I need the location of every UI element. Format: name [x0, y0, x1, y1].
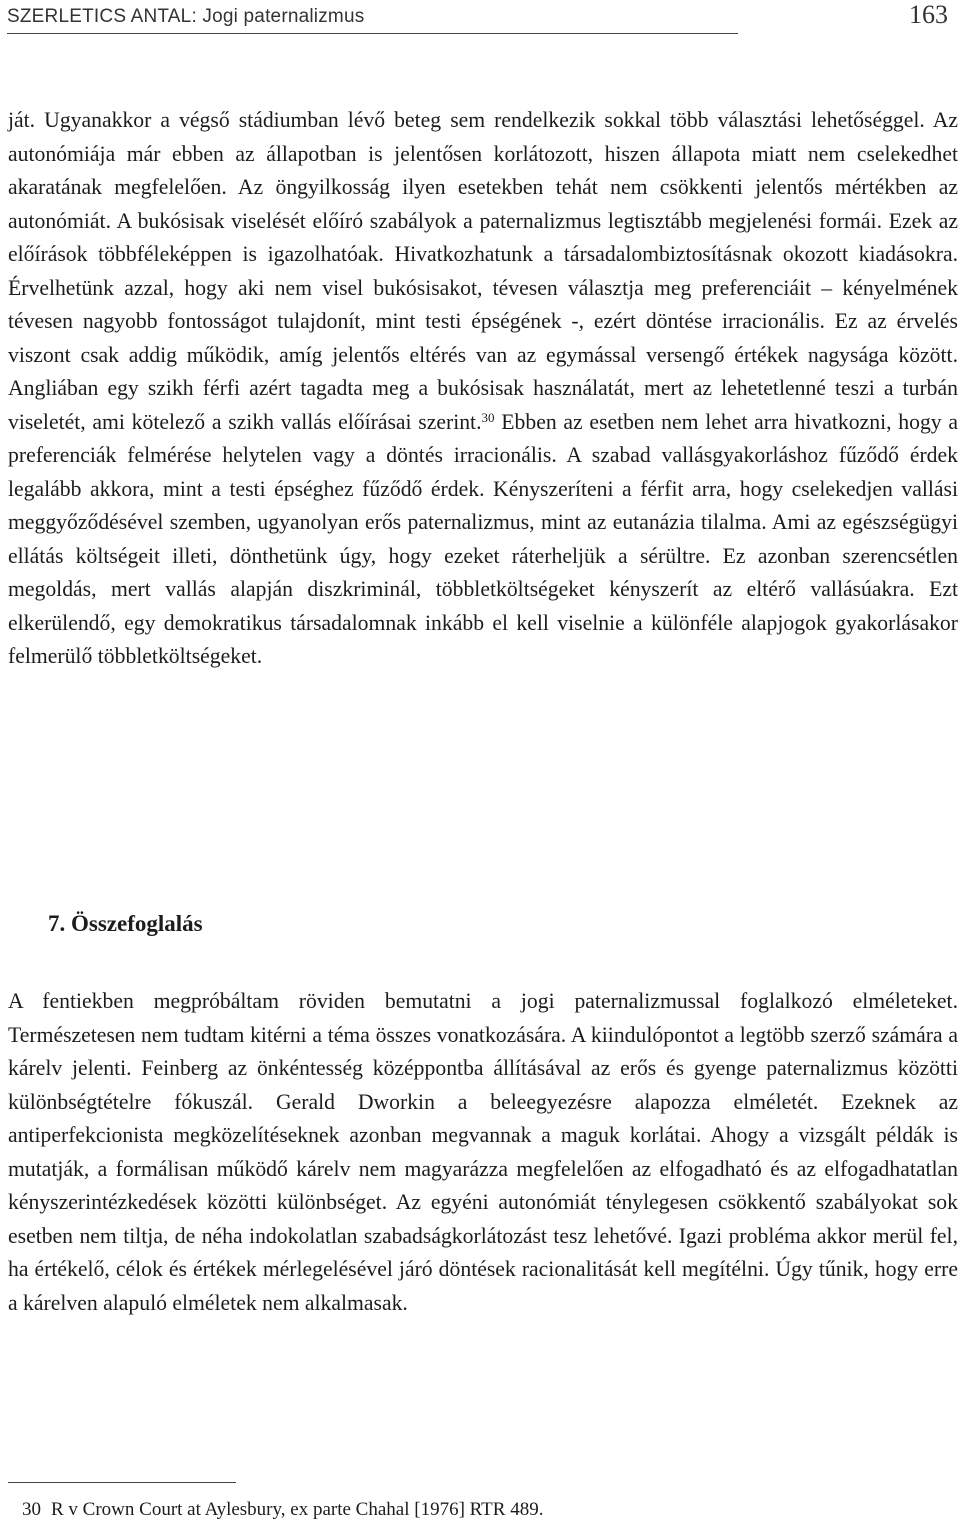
footnote-reference[interactable]: 30	[481, 409, 495, 425]
section-heading: 7. Összefoglalás	[48, 911, 203, 936]
footnote-text: R v Crown Court at Aylesbury, ex parte Chahal [1976] RTR 489.	[51, 1499, 544, 1520]
footnote	[22, 1499, 543, 1521]
paragraph-text-continued: Ebben az esetben nem lehet arra hivatkozni, hogy a preferenciák felmérése helytelen vagy a döntés irracionális. A szabad vallásgyakorláshoz fűződő érdek legalább akkora, mint a testi épséghez fűződő érdek. Kényszeríteni a férfit arra, hogy cselekedjen vallási meggyőződésével szemben, ugyanolyan erős paternalizmus, mint az eutanázia tilalma. Ami az egészségügyi ellátás költségeit illeti, dönthetünk úgy, hogy ezeket ráterheljük a sérültre. Ez azonban szerencsétlen megoldás, mert vallás alapján diszkriminál, többletköltségeket kényszerít az eltérő vallásúakra. Ezt elkerülendő, egy demokratikus társadalomnak inkább el kell viselnie a különféle alapjogok gyakorlásakor felmerülő többletköltségeket.	[8, 409, 958, 668]
paragraph-text: ját. Ugyanakkor a végső stádiumban lévő beteg sem rendelkezik sokkal több választási lehetőséggel. Az autonómiája már ebben az állapotban is jelentősen korlátozott, hiszen állapota miatt nem cselekedhet akaratának megfelelően. Az öngyilkosság ilyen esetekben tehát nem csökkenti jelentős mértékben az autonómiát. A bukósisak viselését előíró szabályok a paternalizmus legtisztább megjelenési formái. Ezek az előírások többféleképpen is igazolhatóak. Hivatkozhatunk a társadalombiztosításnak okozott kiadásokra. Érvelhetünk azzal, hogy aki nem visel bukósisakot, tévesen választja meg preferenciáit – kényelmének tévesen nagyobb fontosságot tulajdonít, mint testi épségének -, ezért döntése irracionális. Ez az érvelés viszont csak addig működik, amíg jelentős eltérés van az egymással versengő értékek nagysága között. Angliában egy szikh férfi azért tagadta meg a bukósisak használatát, mert az lehetetlenné teszi a turbán viseletét, ami kötelező a szikh vallás előírásai szerint.	[8, 108, 958, 434]
footnote-divider	[8, 1482, 236, 1483]
page-number: 163	[909, 0, 948, 29]
running-header-title: SZERLETICS ANTAL: Jogi paternalizmus	[7, 6, 365, 27]
summary-paragraph: A fentiekben megpróbáltam röviden bemutatni a jogi paternalizmussal foglalkozó elméleteket. Természetesen nem tudtam kitérni a téma összes vonatkozására. A kiindulópontot a legtöbb szerző számára a kárelv jelenti. Feinberg az önkéntesség középpontba állításával az erős és gyenge paternalizmus közötti különbségtételre fókuszál. Gerald Dworkin a beleegyezésre alapozza elméletét. Ezeknek az antiperfekcionista megközelítéseknek azonban megvannak a maguk korlátai. Ahogy a vizsgált példák is mutatják, a formálisan működő kárelv nem magyarázza megfelelően az elfogadható és az elfogadhatatlan kényszerintézkedések közötti különbséget. Az egyéni autonómiát ténylegesen csökkentő szabályokat sok esetben nem tiltja, de néha indokolatlan szabadságkorlátozást tesz lehetővé. Igazi probléma akkor merül fel, ha értékelő, célok és értékek mérlegelésével járó döntések racionalitását kell megítélni. Úgy tűnik, hogy erre a kárelven alapuló elméletek nem alkalmasak.	[8, 989, 958, 1315]
body-paragraph	[8, 104, 958, 674]
running-header	[7, 4, 738, 34]
footnote-number: 30	[22, 1499, 41, 1520]
